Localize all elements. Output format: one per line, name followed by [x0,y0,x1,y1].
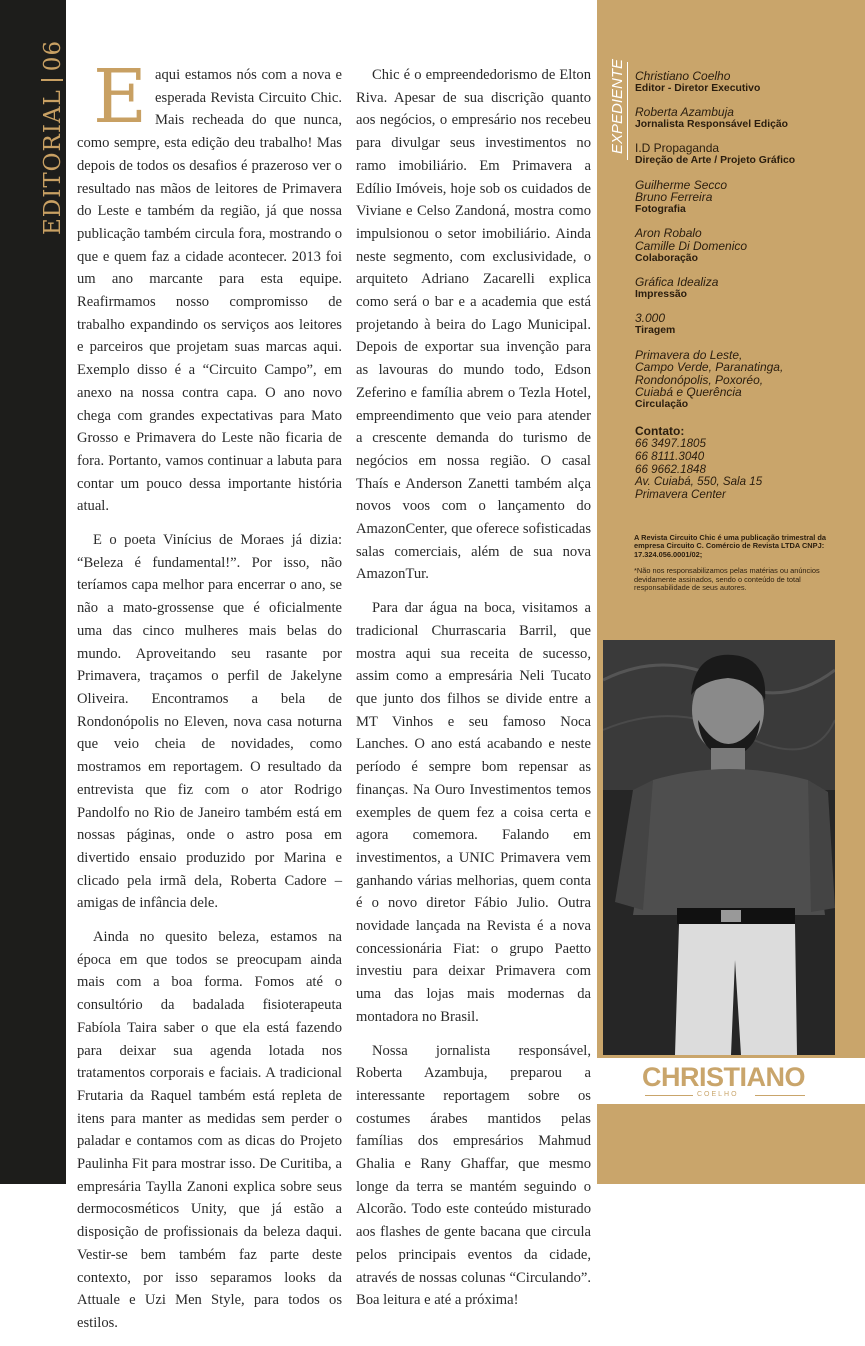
section-name: EDITORIAL [40,89,66,235]
credit-entry: 3.000 Tiragem [635,311,676,336]
contact-address: Primavera Center [635,487,726,501]
editor-photo [603,640,835,1055]
article-paragraph: Eaqui estamos nós com a nova e esperada Revista Circuito Chic. Mais recheada do que nunca, como sempre, esta edição deu trabalho! Mas depois de todos os desafios é prazeroso ver o resultado nas mãos de leitores de Primavera do Leste e também da região, já que nossa publicação também circula fora, mostrando o que e quem faz a cidade acontecer. 2013 foi um ano marcante para esta equipe. Reafirmamos nosso compromisso de trabalho expandindo os serviços aos leitores e parceiros que projetam suas marcas aqui. Exemplo disso é a “Circuito Campo”, em anexo na nossa contra capa. O ano novo chega com grandes expectativas para Mato Grosso e Primavera do Leste não ficaria de fora. Portanto, vamos continuar a labuta para contar um pouco dessa importante história atual. [77,54,342,515]
credit-entry: Guilherme Secco Bruno Ferreira Fotografia [635,177,728,215]
expediente-divider [627,62,628,160]
section-header [40,40,66,235]
brand-subname: COELHO [697,1091,739,1098]
section-divider [41,79,63,81]
article-paragraph: Chic é o empreendedorismo de Elton Riva. Apesar de sua discrição quanto aos negócios, o empresário nos recebeu para divulgar seus investimentos no ramo imobiliário. Em Primavera a Edílio Imóveis, hoje sob os cuidados de Viviane e Celso Zandoná, mostra como impulsionou o setor imobiliário. Ainda neste segmento, com exclusividade, o arquiteto Adriano Zacarelli explica como será o bar e a academia que está projetando à beira do Lago Municipal. Depois de exportar sua invenção para as lavouras do mundo todo, Edson Zeferino e família abrem o Tezla Hotel, empreendimento que veio para atender a crescente demanda do turismo de negócios em nossa região. O casal Thaís e Anderson Zanetti também alça novos voos com o lançamento do AmazonCenter, que oferece sofisticadas salas comerciais, além de sua nova AmazonTur. [356,67,591,583]
contact-heading: Contato: [635,424,685,439]
contact-address: Av. Cuiabá, 550, Sala 15 [635,475,763,489]
brand-rule-left [645,1095,693,1096]
publication-info: A Revista Circuito Chic é uma publicação trimestral da empresa Circuito C. Comércio de Revista LTDA CNPJ: 17.324.056.0001/02; [634,533,826,559]
article-paragraph: Para dar água na boca, visitamos a tradicional Churrascaria Barril, que mostra aqui sua receita de sucesso, assim como a empresária Neli Tucato que junto dos filhos se divide entre a MT Vinhos e seu famoso Noca Lanches. O ano está acabando e neste período é sempre bom repensar as finanças. Na Ouro Investimentos temos exemples de quem fez a coisa certa e agora comemora. Falando em investimentos, a UNIC Primavera vem ganhando várias melhorias, quem conta é o novo diretor Fábio Julio. Outra novidade lançada na Revista é a nova concessionária Fiat: o grupo Paetto investiu para deixar Primavera com uma das lojas mais modernas da montadora no Brasil. [356,600,591,1025]
article-column-2 [356,64,591,1323]
article-column-1 [77,54,342,1346]
editor-portrait-image [603,640,835,1055]
credit-entry: Roberta Azambuja Jornalista Responsável Edição [635,105,789,130]
brand-logo [597,1058,865,1104]
contact-phone: 66 8111.3040 [635,450,705,464]
brand-rule-right [755,1095,805,1096]
article-paragraph: Ainda no quesito beleza, estamos na época em que todos se preocupam ainda mais com a boa forma. Fomos até o consultório da badalada fisioterapeuta Fabíola Taira saber o que ela está fazendo para deixar sua agenda lotada nos tratamentos corporais e faciais. A tradicional Frutaria da Raquel também está repleta de itens para manter as medidas sem perder o paladar e contamos com as dicas do Projeto Paulinha Fit para mostrar isso. De Curitiba, a empresária Taylla Zanoni explica sobre seus dermocosméticos Unity, que já estão a disposição de profissionais da beleza daqui. Vestir-se bem também faz parte deste contexto, por isso separamos looks da Attuale e Uzi Men Style, para todos os estilos. [77,929,342,1331]
page-number: 06 [40,39,66,72]
expediente-label: EXPEDIENTE [609,58,626,154]
contact-phone: 66 9662.1848 [635,462,706,476]
article-paragraph: E o poeta Vinícius de Moraes já dizia: “Beleza é fundamental!”. Por isso, não teríamos capa melhor para encerrar o ano, se não a mato-grossense que é oficialmente uma das cinco mulheres mais belas do mundo. Aproveitando seu rasante por Primavera, traçamos o perfil de Jakelyne Oliveira. Encontramos a bela de Rondonópolis no Eleven, nova casa noturna que veio cheia de novidades, como mostramos em reportagem. O resultado da entrevista que fiz com o ator Rodrigo Pandolfo no Rio de Janeiro também está em nossas páginas, onde o astro posa em divertido ensaio produzido por Marina e clicado pela irmã dela, Roberta Cadore –amigas de infância dele. [77,532,342,912]
credit-entry: Gráfica Idealiza Impressão [635,275,719,300]
publication-notes [634,534,844,592]
credit-entry: I.D Propaganda Direção de Arte / Projeto Gráfico [635,141,796,166]
article-paragraph: Nossa jornalista responsável, Roberta Azambuja, preparou a interessante reportagem sobre os costumes árabes mantidos pelas famílias dos empresários Mahmud Ghalia e Rany Ghaffar, que mesmo longe da terra se mantém seguindo o Alcorão. Todo este conteúdo misturado aos flashes de gente bacana que circula pelos principais eventos da cidade, através de nossas colunas “Circulando”. Boa leitura e até a próxima! [356,1042,591,1309]
credit-entry: Aron Robalo Camille Di Domenico Colaboração [635,226,748,264]
contact-phone: 66 3497.1805 [635,437,706,451]
credit-entry: Christiano Coelho Editor - Diretor Executivo [635,69,761,94]
credit-entry: Primavera do Leste, Campo Verde, Paranatinga, Rondonópolis, Poxoréo, Cuiabá e Querência Circulação [635,347,784,410]
credits-list [635,70,855,501]
disclaimer: *Não nos responsabilizamos pelas matérias ou anúncios devidamente assinados, sendo o conteúdo de total responsabilidade de seus autores. [634,566,820,593]
drop-cap: E [93,54,148,140]
brand-name: CHRISTIANO [642,1062,805,1092]
contact-block [635,425,855,501]
